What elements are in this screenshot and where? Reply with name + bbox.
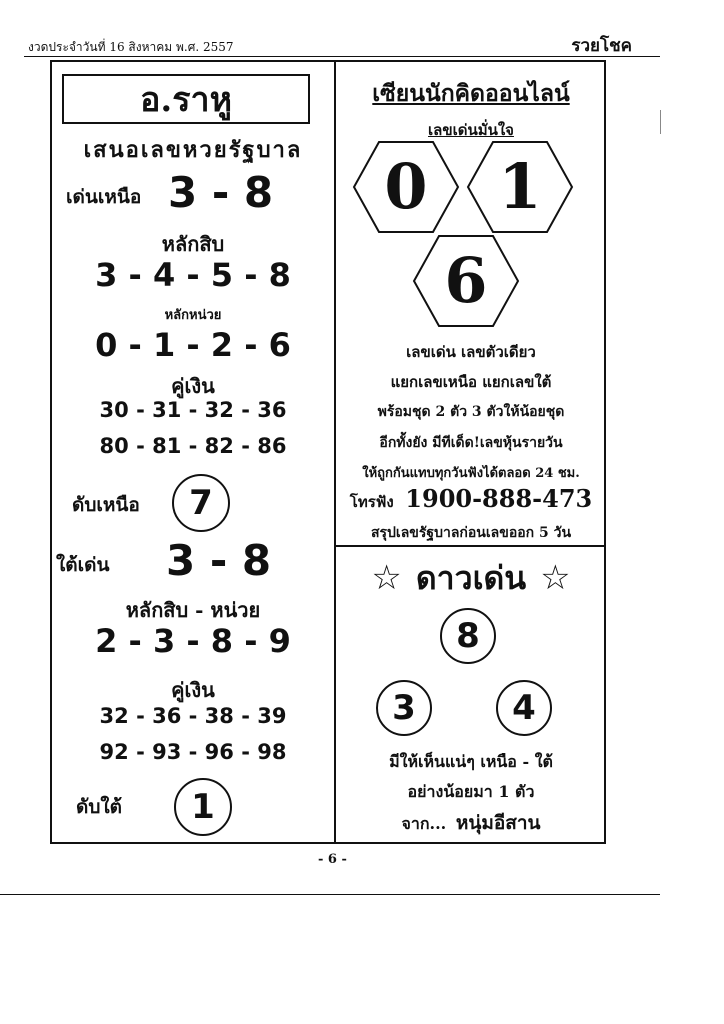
star-digit-2: [376, 680, 432, 736]
pairs2-row-2: 92 - 93 - 96 - 98: [99, 740, 287, 764]
close-top-row: [72, 472, 272, 532]
pairs2-row-1: 32 - 36 - 38 - 39: [99, 704, 287, 728]
close-bottom-circle: [174, 778, 232, 836]
pairs-row-1: 30 - 31 - 32 - 36: [99, 398, 287, 422]
tens-units-label: หลักสิบ - หน่วย: [125, 598, 261, 622]
close-bottom-label: ดับใต้: [76, 796, 123, 818]
hex-digit-2-value: 1: [498, 150, 542, 223]
left-subtitle: เสนอเลขหวยรัฐบาล: [83, 137, 303, 163]
from-name: หนุ่มอีสาน: [455, 812, 541, 834]
footer-rule: [0, 894, 660, 895]
star-title: ดาวเด่น: [415, 558, 527, 597]
bottom-pair: 3 - 8: [166, 536, 272, 585]
scan-mark: [660, 110, 661, 134]
promo-line-2: แยกเลขเหนือ แยกเลขใต้: [390, 373, 552, 391]
star-digit-1: [440, 608, 496, 664]
star-digit-3: [496, 680, 552, 736]
pairs2-label: คู่เงิน: [171, 678, 215, 702]
star-left-icon: ☆: [371, 558, 402, 598]
units-digits: 0 - 1 - 2 - 6: [95, 326, 291, 364]
hex-digit-3: [412, 234, 520, 328]
from-row: [336, 808, 606, 838]
units-label: หลักหน่วย: [164, 308, 222, 323]
tens-units-digits: 2 - 3 - 8 - 9: [95, 622, 291, 660]
from-label: จาก...: [401, 814, 447, 833]
close-top-circle: [172, 474, 230, 532]
close-bottom-row: [76, 774, 276, 834]
top-pair-row: [66, 168, 328, 218]
tens-digits: 3 - 4 - 5 - 8: [95, 256, 291, 294]
promo-line-3: พร้อมชุด 2 ตัว 3 ตัวให้น้อยชุด: [377, 404, 565, 420]
close-top-label: ดับเหนือ: [72, 494, 140, 516]
header-rule: [24, 56, 660, 57]
right-subtitle: เลขเด่นมั่นใจ: [428, 121, 514, 139]
star-right-icon: ☆: [540, 558, 571, 598]
bottom-pair-row: [56, 536, 326, 586]
bottom-label: ใต้เด่น: [56, 554, 110, 576]
pairs-label: คู่เงิน: [171, 374, 215, 398]
star-digit-3-value: 4: [512, 688, 536, 728]
star-digit-2-value: 3: [392, 688, 416, 728]
author-title: อ.ราหู: [62, 74, 310, 124]
top-pair: 3 - 8: [168, 168, 274, 217]
hex-digit-1: [352, 140, 460, 234]
star-digit-1-value: 8: [456, 616, 480, 656]
issue-date: งวดประจำวันที่ 16 สิงหาคม พ.ศ. 2557: [28, 40, 234, 54]
hex-digit-1-value: 0: [384, 150, 428, 223]
phone-label: โทรฟัง: [349, 493, 394, 511]
right-section-divider: [334, 545, 606, 547]
tens-label: หลักสิบ: [161, 232, 225, 256]
note-line-2: อย่างน้อยมา 1 ตัว: [407, 782, 535, 801]
close-bottom-value: 1: [191, 787, 215, 827]
phone-row: [336, 484, 606, 514]
promo-line-1: เลขเด่น เลขตัวเดียว: [406, 343, 536, 361]
pairs-row-2: 80 - 81 - 82 - 86: [99, 434, 287, 458]
hex-digit-2: [466, 140, 574, 234]
promo-line-5: ให้ถูกกันแทบทุกวันฟังได้ตลอด 24 ชม.: [362, 466, 580, 481]
summary-line: สรุปเลขรัฐบาลก่อนเลขออก 5 วัน: [370, 525, 572, 541]
note-line-1: มีให้เห็นแน่ๆ เหนือ - ใต้: [389, 752, 553, 771]
promo-line-4: อีกทั้งยัง มีทีเด็ด!เลขหุ้นรายวัน: [379, 435, 563, 451]
page-number: - 6 -: [318, 852, 347, 867]
star-title-row: [336, 556, 606, 600]
hex-digit-3-value: 6: [444, 244, 488, 317]
section-title: รวยโชค: [571, 36, 632, 56]
close-top-value: 7: [189, 483, 213, 523]
phone-number: 1900-888-473: [405, 484, 593, 513]
right-title: เซียนนักคิดออนไลน์: [372, 80, 570, 107]
top-label: เด่นเหนือ: [66, 186, 142, 208]
